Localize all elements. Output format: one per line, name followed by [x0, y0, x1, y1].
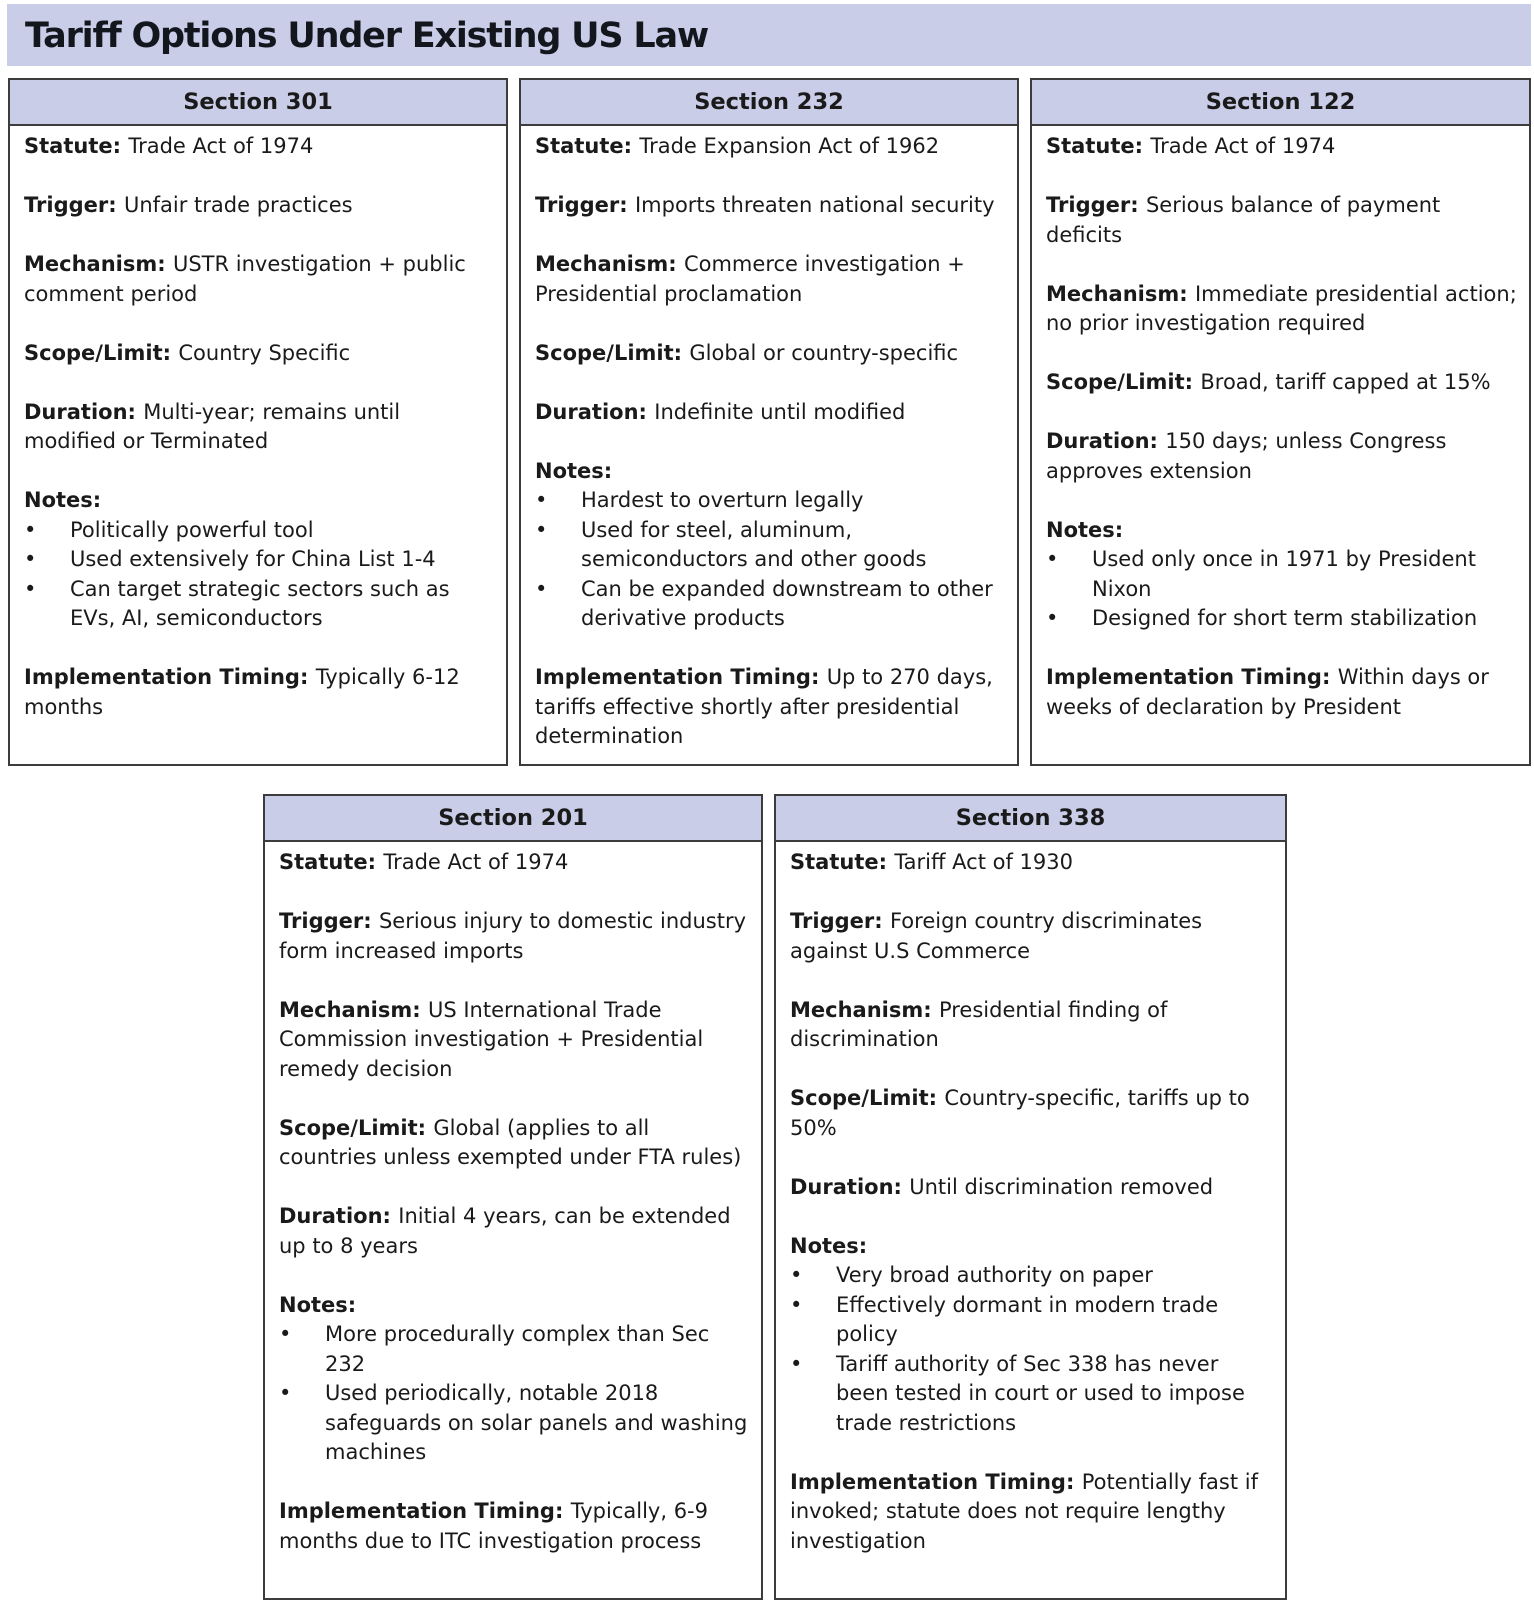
- note-text: Can target strategic sectors such as EVs, AI, semiconductors: [70, 576, 450, 630]
- trigger-field: Trigger: Serious balance of payment deficits: [1046, 193, 1441, 247]
- card-heading: Section 201: [265, 796, 761, 842]
- duration-label: Duration: [790, 1174, 894, 1199]
- notes-heading: Notes:: [1046, 517, 1124, 542]
- duration-field: Duration: Indefinite until modified: [535, 399, 906, 424]
- timing-value: Typically, 6-9 months due to ITC investigation process: [279, 1499, 708, 1553]
- statute-label: Statute: [24, 134, 113, 158]
- card-heading: Section 301: [10, 80, 506, 126]
- trigger-label: Trigger: [279, 909, 364, 933]
- bullet-icon: •: [790, 1263, 803, 1287]
- note-text: Tariff authority of Sec 338 has never been tested in court or used to impose trade restrictions: [836, 1351, 1245, 1435]
- notes-heading: Notes:: [790, 1233, 868, 1258]
- statute-label: Statute: [279, 850, 368, 874]
- mechanism-field: Mechanism: Presidential finding of discrimination: [790, 997, 1168, 1051]
- notes-list: [535, 486, 1007, 634]
- list-item: [24, 545, 496, 575]
- list-item: [790, 1291, 1275, 1350]
- mechanism-value: Immediate presidential action; no prior investigation required: [1046, 281, 1517, 335]
- duration-field: Duration: Until discrimination removed: [790, 1174, 1214, 1199]
- duration-value: Initial 4 years, can be extended up to 8 years: [279, 1204, 731, 1258]
- scope-label: Scope/Limit: [535, 340, 674, 365]
- timing-label: Implementation Timing: [279, 1499, 555, 1523]
- trigger-value: Serious injury to domestic industry form increased imports: [279, 909, 747, 963]
- timing-value: Up to 270 days, tariffs effective shortly after presidential determination: [535, 665, 993, 748]
- scope-value: Global or country-specific: [689, 340, 959, 365]
- notes-list: [1046, 545, 1519, 634]
- mechanism-value: USTR investigation + public comment period: [24, 252, 466, 306]
- mechanism-field: Mechanism: Commerce investigation + Presidential proclamation: [535, 252, 965, 306]
- mechanism-value: US International Trade Commission investigation + Presidential remedy decision: [279, 997, 704, 1081]
- mechanism-label: Mechanism: [24, 252, 158, 276]
- note-text: Used only once in 1971 by President Nixon: [1092, 547, 1476, 601]
- trigger-value: Foreign country discriminates against U.S Commerce: [790, 909, 1203, 963]
- notes-label: Notes: [1046, 517, 1115, 542]
- timing-label: Implementation Timing: [535, 665, 811, 689]
- duration-field: Duration: Multi-year; remains until modified or Terminated: [24, 399, 401, 453]
- list-item: [279, 1320, 751, 1379]
- card-body: [10, 126, 506, 722]
- timing-value: Typically 6-12 months: [24, 665, 460, 719]
- duration-label: Duration: [1046, 429, 1150, 453]
- note-text: Very broad authority on paper: [836, 1263, 1153, 1287]
- mechanism-label: Mechanism: [535, 252, 669, 276]
- scope-field: Scope/Limit: Country Specific: [24, 340, 351, 365]
- timing-value: Potentially fast if invoked; statute does not require lengthy investigation: [790, 1469, 1258, 1553]
- list-item: [790, 1261, 1275, 1291]
- mechanism-label: Mechanism: [279, 997, 413, 1022]
- scope-label: Scope/Limit: [24, 340, 163, 365]
- notes-list: [790, 1261, 1275, 1438]
- trigger-value: Imports threaten national security: [634, 193, 995, 217]
- statute-label: Statute: [790, 850, 879, 874]
- mechanism-label: Mechanism: [1046, 281, 1180, 306]
- list-item: [1046, 545, 1519, 604]
- trigger-label: Trigger: [1046, 193, 1131, 217]
- timing-field: Implementation Timing: Up to 270 days, tariffs effective shortly after presidential determination: [535, 665, 993, 748]
- scope-label: Scope/Limit: [1046, 370, 1185, 394]
- trigger-label: Trigger: [790, 909, 875, 933]
- bullet-icon: •: [1046, 606, 1059, 630]
- notes-list: [279, 1320, 751, 1468]
- statute-value: Tariff Act of 1930: [894, 850, 1073, 874]
- card-body: [776, 842, 1285, 1556]
- bullet-icon: •: [535, 576, 548, 601]
- duration-label: Duration: [279, 1204, 383, 1228]
- page-title: Tariff Options Under Existing US Law: [25, 16, 709, 56]
- notes-label: Notes: [790, 1233, 859, 1258]
- duration-value: Until discrimination removed: [909, 1174, 1214, 1199]
- note-text: Designed for short term stabilization: [1092, 606, 1478, 630]
- notes-list: [24, 516, 496, 634]
- timing-label: Implementation Timing: [24, 665, 300, 689]
- scope-field: Scope/Limit: Global or country-specific: [535, 340, 959, 365]
- duration-field: Duration: 150 days; unless Congress approves extension: [1046, 429, 1447, 483]
- list-item: [24, 516, 496, 546]
- list-item: [535, 486, 1007, 516]
- card-body: [1032, 126, 1529, 722]
- timing-field: Implementation Timing: Potentially fast if invoked; statute does not require lengthy investigation: [790, 1469, 1258, 1553]
- bullet-icon: •: [535, 488, 548, 512]
- statute-value: Trade Act of 1974: [128, 134, 314, 158]
- title-banner: [7, 4, 1531, 66]
- statute-value: Trade Act of 1974: [1150, 134, 1336, 158]
- card-heading: Section 338: [776, 796, 1285, 842]
- duration-field: Duration: Initial 4 years, can be extended up to 8 years: [279, 1204, 731, 1258]
- bullet-icon: •: [790, 1292, 803, 1317]
- bullet-icon: •: [24, 517, 37, 542]
- bullet-icon: •: [24, 547, 37, 571]
- section-338-card: [774, 794, 1287, 1600]
- duration-label: Duration: [535, 399, 639, 424]
- statute-field: Statute: Trade Act of 1974: [279, 850, 569, 874]
- scope-value: Country Specific: [178, 340, 351, 365]
- section-122-card: [1030, 78, 1531, 766]
- list-item: [790, 1350, 1275, 1439]
- duration-label: Duration: [24, 399, 128, 424]
- note-text: More procedurally complex than Sec 232: [325, 1322, 710, 1376]
- bullet-icon: •: [24, 576, 37, 601]
- notes-heading: Notes:: [279, 1292, 357, 1317]
- duration-value: 150 days; unless Congress approves extension: [1046, 429, 1447, 483]
- scope-value: Broad, tariff capped at 15%: [1200, 370, 1491, 394]
- note-text: Politically powerful tool: [70, 517, 314, 542]
- note-text: Effectively dormant in modern trade policy: [836, 1292, 1219, 1346]
- note-text: Hardest to overturn legally: [581, 488, 864, 512]
- note-text: Can be expanded downstream to other derivative products: [581, 576, 993, 630]
- list-item: [535, 575, 1007, 634]
- timing-value: Within days or weeks of declaration by President: [1046, 665, 1489, 719]
- mechanism-label: Mechanism: [790, 997, 924, 1022]
- note-text: Used for steel, aluminum, semiconductors and other goods: [581, 517, 927, 571]
- trigger-value: Unfair trade practices: [123, 193, 353, 217]
- timing-label: Implementation Timing: [1046, 665, 1322, 689]
- statute-field: Statute: Trade Expansion Act of 1962: [535, 134, 940, 158]
- trigger-field: Trigger: Foreign country discriminates against U.S Commerce: [790, 909, 1203, 963]
- bullet-icon: •: [1046, 547, 1059, 571]
- timing-field: Implementation Timing: Typically, 6-9 months due to ITC investigation process: [279, 1499, 708, 1553]
- duration-value: Indefinite until modified: [654, 399, 906, 424]
- trigger-field: Trigger: Imports threaten national security: [535, 193, 995, 217]
- statute-value: Trade Act of 1974: [383, 850, 569, 874]
- notes-label: Notes: [279, 1292, 348, 1317]
- mechanism-value: Commerce investigation + Presidential proclamation: [535, 252, 965, 306]
- card-body: [521, 126, 1017, 752]
- timing-label: Implementation Timing: [790, 1469, 1066, 1494]
- trigger-label: Trigger: [535, 193, 620, 217]
- trigger-label: Trigger: [24, 193, 109, 217]
- bullet-icon: •: [535, 517, 548, 542]
- bullet-icon: •: [279, 1381, 292, 1405]
- notes-label: Notes: [24, 488, 93, 512]
- list-item: [535, 516, 1007, 575]
- mechanism-field: Mechanism: Immediate presidential action; no prior investigation required: [1046, 281, 1517, 335]
- card-heading: Section 232: [521, 80, 1017, 126]
- scope-label: Scope/Limit: [279, 1115, 418, 1140]
- note-text: Used periodically, notable 2018 safeguards on solar panels and washing machines: [325, 1381, 748, 1464]
- note-text: Used extensively for China List 1-4: [70, 547, 436, 571]
- notes-heading: Notes:: [24, 488, 102, 512]
- scope-field: Scope/Limit: Country-specific, tariffs up to 50%: [790, 1086, 1250, 1140]
- mechanism-value: Presidential finding of discrimination: [790, 997, 1168, 1051]
- scope-label: Scope/Limit: [790, 1086, 929, 1110]
- trigger-value: Serious balance of payment deficits: [1046, 193, 1441, 247]
- notes-label: Notes: [535, 458, 604, 483]
- list-item: [24, 575, 496, 634]
- list-item: [279, 1379, 751, 1468]
- card-body: [265, 842, 761, 1556]
- section-232-card: [519, 78, 1019, 766]
- timing-field: Implementation Timing: Within days or weeks of declaration by President: [1046, 665, 1489, 719]
- list-item: [1046, 604, 1519, 634]
- mechanism-field: Mechanism: USTR investigation + public comment period: [24, 252, 466, 306]
- duration-value: Multi-year; remains until modified or Terminated: [24, 399, 401, 453]
- timing-field: Implementation Timing: Typically 6-12 months: [24, 665, 460, 719]
- scope-field: Scope/Limit: Global (applies to all countries unless exempted under FTA rules): [279, 1115, 742, 1169]
- statute-label: Statute: [535, 134, 624, 158]
- card-heading: Section 122: [1032, 80, 1529, 126]
- statute-label: Statute: [1046, 134, 1135, 158]
- scope-value: Global (applies to all countries unless exempted under FTA rules): [279, 1115, 742, 1169]
- trigger-field: Trigger: Unfair trade practices: [24, 193, 353, 217]
- bullet-icon: •: [279, 1322, 292, 1346]
- scope-field: Scope/Limit: Broad, tariff capped at 15%: [1046, 370, 1491, 394]
- statute-value: Trade Expansion Act of 1962: [639, 134, 940, 158]
- bullet-icon: •: [790, 1351, 803, 1376]
- scope-value: Country-specific, tariffs up to 50%: [790, 1086, 1250, 1140]
- statute-field: Statute: Trade Act of 1974: [1046, 134, 1336, 158]
- statute-field: Statute: Trade Act of 1974: [24, 134, 314, 158]
- mechanism-field: Mechanism: US International Trade Commission investigation + Presidential remedy decision: [279, 997, 704, 1081]
- notes-heading: Notes:: [535, 458, 613, 483]
- statute-field: Statute: Tariff Act of 1930: [790, 850, 1073, 874]
- section-301-card: [8, 78, 508, 766]
- section-201-card: [263, 794, 763, 1600]
- trigger-field: Trigger: Serious injury to domestic industry form increased imports: [279, 909, 747, 963]
